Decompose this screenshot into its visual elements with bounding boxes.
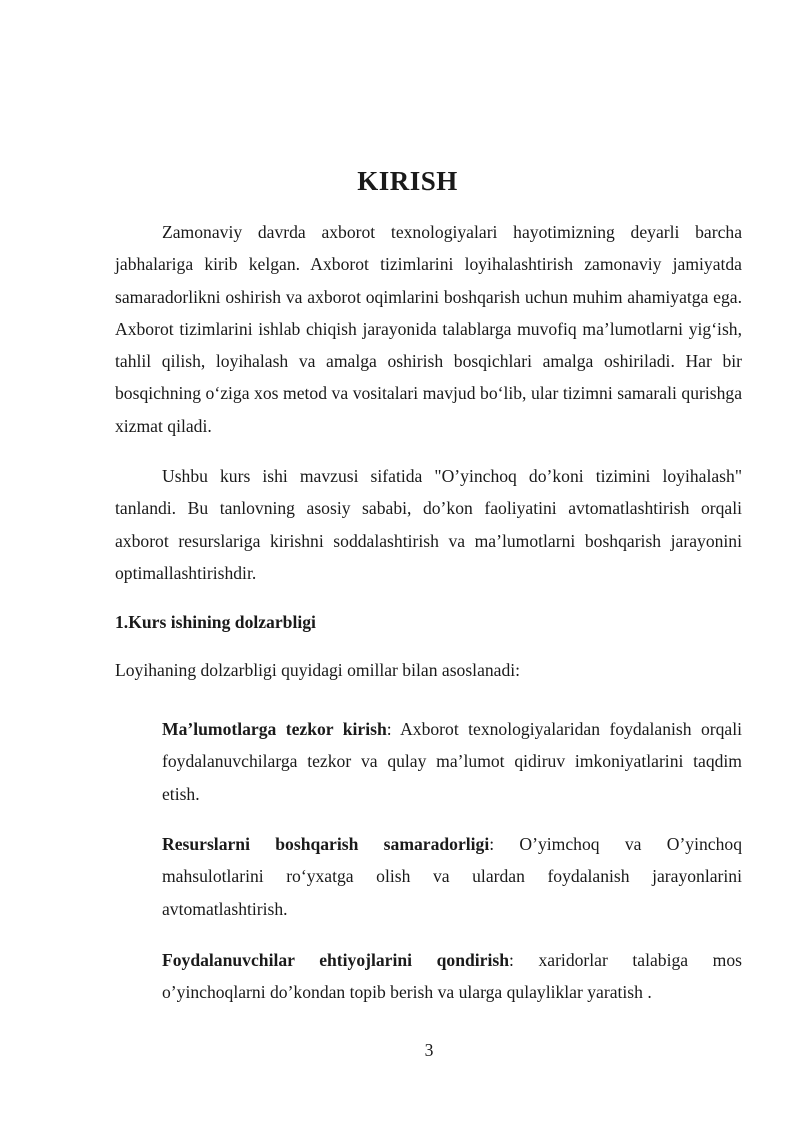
list-item-term: Ma’lumotlarga tezkor kirish — [162, 719, 387, 739]
list-item-term: Foydalanuvchilar ehtiyojlarini qondirish — [162, 950, 509, 970]
list-item — [162, 713, 742, 810]
list-item-text: : O’yimchoq va O’yinchoq mahsulotlarini ro‘yxatga olish va ulardan foydalanish jarayonlarini avtomatlashtirish. — [162, 834, 742, 919]
intro-paragraph-1: Zamonaviy davrda axborot texnologiyalari hayotimizning deyarli barcha jabhalariga kirib kelgan. Axborot tizimlarini loyihalashtirish zamonaviy jamiyatda samaradorlikni oshirish va axborot oqimlarini boshqarish uchun muhim ahamiyatga ega. Axborot tizimlarini ishlab chiqish jarayonida talablarga muvofiq ma’lumotlarni yig‘ish, tahlil qilish, loyihalash va amalga oshirish bosqichlari amalga oshiriladi. Har bir bosqichning o‘ziga xos metod va vositalari mavjud bo‘lib, ular tizimni samarali qurishga xizmat qiladi. — [115, 222, 742, 436]
list-item-term: Resurslarni boshqarish samaradorligi — [162, 834, 490, 854]
intro-paragraph-2: Ushbu kurs ishi mavzusi sifatida "O’yinchoq do’koni tizimini loyihalash" tanlandi. Bu tanlovning asosiy sababi, do’kon faoliyatini avtomatlashtirish orqali axborot resurslariga kirishni soddalashtirish va ma’lumotlarni boshqarish jarayonini optimallashtirishdir. — [115, 466, 742, 583]
list-item-text: : Axborot texnologiyalaridan foydalanish orqali foydalanuvchilarga tezkor va qulay ma’lumot qidiruv imkoniyatlarini taqdim etish. — [162, 719, 743, 804]
page-number: 3 — [424, 1040, 434, 1060]
list-item — [162, 828, 742, 925]
section-intro: Loyihaning dolzarbligi quyidagi omillar bilan asoslanadi: — [115, 660, 521, 680]
list-item — [162, 944, 742, 1009]
page-title: KIRISH — [357, 166, 458, 196]
list-item-text: : xaridorlar talabiga mos o’yinchoqlarni do’kondan topib berish va ularga qulayliklar yaratish . — [162, 950, 742, 1003]
section-heading: 1.Kurs ishining dolzarbligi — [115, 612, 316, 632]
